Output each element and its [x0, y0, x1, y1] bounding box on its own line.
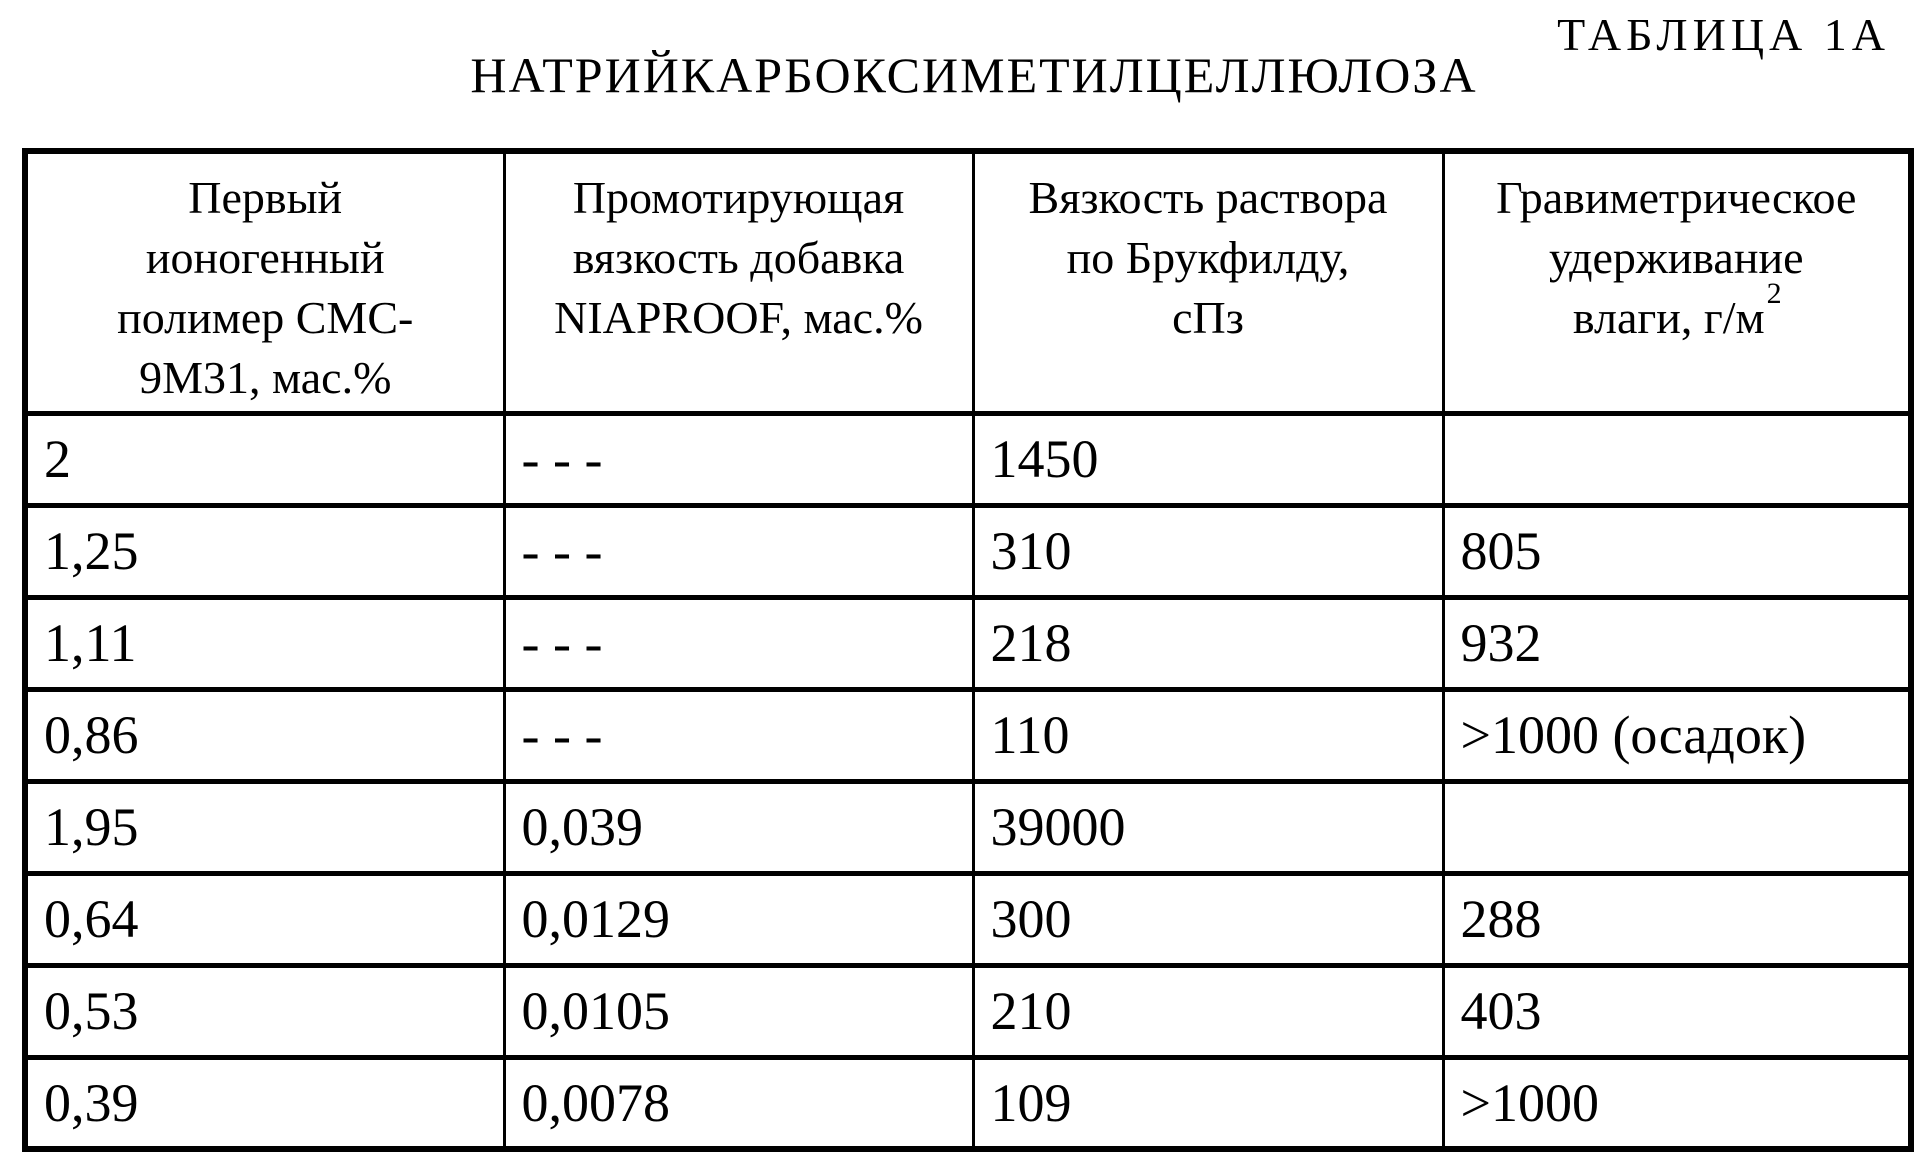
- table-cell: 1450: [973, 413, 1443, 505]
- table-cell: 932: [1443, 597, 1911, 689]
- header-line: удерживание: [1548, 232, 1804, 283]
- header-line: Гравиметрическое: [1496, 172, 1857, 223]
- table-cell: 110: [973, 689, 1443, 781]
- table-cell: 109: [973, 1057, 1443, 1149]
- table-cell: 0,39: [25, 1057, 504, 1149]
- table-row: [25, 505, 1911, 597]
- table-row: [25, 689, 1911, 781]
- table-cell: 0,86: [25, 689, 504, 781]
- table-cell: 0,0105: [504, 965, 973, 1057]
- table-cell: 1,25: [25, 505, 504, 597]
- data-table: [22, 148, 1914, 1152]
- header-line: сПз: [1172, 292, 1244, 343]
- header-line: 9М31, мас.%: [139, 352, 392, 403]
- table-body: [25, 413, 1911, 1149]
- header-line: NIAPROOF, мас.%: [554, 292, 923, 343]
- header-line: ионогенный: [145, 232, 385, 283]
- table-row: [25, 873, 1911, 965]
- table-cell: [1443, 781, 1911, 873]
- page-subtitle: НАТРИЙКАРБОКСИМЕТИЛЦЕЛЛЮЛОЗА: [470, 47, 1478, 103]
- header-col-viscosity-additive: [504, 151, 973, 413]
- table-cell: 300: [973, 873, 1443, 965]
- header-line: Вязкость раствора: [1028, 172, 1388, 223]
- header-line: Первый: [188, 172, 343, 223]
- table-cell: 210: [973, 965, 1443, 1057]
- table-cell: 805: [1443, 505, 1911, 597]
- unit-superscript: 2: [1766, 277, 1782, 311]
- header-row: [25, 151, 1911, 413]
- header-col-first-polymer: [25, 151, 504, 413]
- table-cell: 218: [973, 597, 1443, 689]
- table-cell: 1,11: [25, 597, 504, 689]
- header-line-text: влаги, г/м: [1572, 292, 1765, 343]
- table-cell: 403: [1443, 965, 1911, 1057]
- header-line: Промотирующая: [572, 172, 905, 223]
- table-cell: - - -: [504, 597, 973, 689]
- header-line: полимер СМС-: [117, 292, 414, 343]
- table-cell: 288: [1443, 873, 1911, 965]
- header-col-gravimetric-retention: [1443, 151, 1911, 413]
- table-row: [25, 597, 1911, 689]
- header-line: вязкость добавка: [572, 232, 905, 283]
- table-label: ТАБЛИЦА 1А: [1557, 9, 1890, 60]
- table-cell: 0,039: [504, 781, 973, 873]
- table-row: [25, 1057, 1911, 1149]
- table-cell: - - -: [504, 505, 973, 597]
- header-line: по Брукфилду,: [1066, 232, 1350, 283]
- table-cell: 1,95: [25, 781, 504, 873]
- table-cell: 39000: [973, 781, 1443, 873]
- header-line: [1451, 277, 1903, 348]
- header-col-brookfield-viscosity: [973, 151, 1443, 413]
- table-cell: 2: [25, 413, 504, 505]
- table-cell: 0,64: [25, 873, 504, 965]
- table-cell: - - -: [504, 413, 973, 505]
- table-row: [25, 965, 1911, 1057]
- table-cell: 0,53: [25, 965, 504, 1057]
- table-row: [25, 781, 1911, 873]
- table-cell: 310: [973, 505, 1443, 597]
- table-row: [25, 413, 1911, 505]
- table-cell: 0,0129: [504, 873, 973, 965]
- table-cell: 0,0078: [504, 1057, 973, 1149]
- table-cell: [1443, 413, 1911, 505]
- table-cell: >1000 (осадок): [1443, 689, 1911, 781]
- table-cell: >1000: [1443, 1057, 1911, 1149]
- table-cell: - - -: [504, 689, 973, 781]
